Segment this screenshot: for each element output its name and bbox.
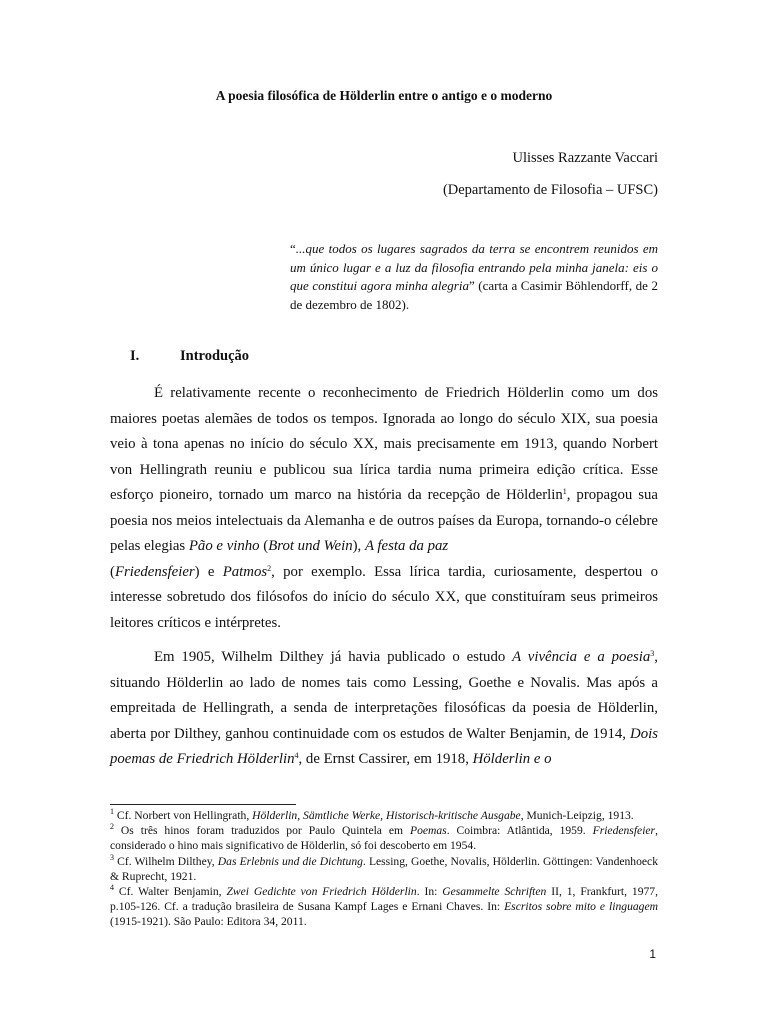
- epigraph-source: (carta a Casimir Böhlendorff, de 2 de dezembro de 1802).: [290, 278, 658, 312]
- author-affiliation: (Departamento de Filosofia – UFSC): [442, 182, 658, 198]
- text-run: (1915-1921). São Paulo: Editora 34, 2011.: [110, 915, 307, 929]
- text-run: Em 1905, Wilhelm Dilthey já havia publicado o estudo: [154, 649, 513, 665]
- section-number: I.: [130, 348, 140, 364]
- epigraph-open-quote: “: [290, 241, 296, 256]
- italic-title: Zwei Gedichte von Friedrich Hölderlin: [226, 885, 417, 899]
- italic-title: Patmos: [222, 563, 268, 580]
- italic-title: Escritos sobre mito e linguagem: [504, 900, 658, 914]
- text-run: Os três hinos foram traduzidos por Paulo Quintela em: [114, 824, 410, 838]
- text-run: II, 1, Frankfurt, 1977, p.105-126. Cf. a tradução brasileira de Susana Kampf Lages e Ernani Chaves. In:: [110, 885, 658, 914]
- text-run: ) e: [194, 563, 223, 580]
- italic-title: Hölderlin e o: [472, 751, 552, 767]
- footnote-number: 2: [110, 822, 114, 832]
- footnote-1: [110, 808, 658, 823]
- italic-title: Das Erlebnis und die Dichtung: [217, 854, 363, 868]
- epigraph: [290, 240, 658, 314]
- italic-title: Pão e vinho: [188, 538, 260, 554]
- text-run: , considerado o hino mais significativo de Hölderlin, só foi descoberto em 1954.: [110, 824, 658, 853]
- italic-title: Friedensfeier: [114, 563, 195, 580]
- text-run: Cf. Wilhelm Dilthey,: [114, 854, 218, 868]
- italic-title: A festa da paz: [364, 538, 449, 554]
- footnote-4: [110, 884, 658, 930]
- text-run: (: [110, 563, 115, 580]
- text-run: , por exemplo. Essa lírica tardia, curiosamente, despertou o interesse sobretudo dos filósofos do início do século XX, que constituíram seus primeiros leitores críticos e intérpretes.: [110, 563, 658, 631]
- italic-title: Friedensfeier: [592, 824, 656, 838]
- text-run: , situando Hölderlin ao lado de nomes tais como Lessing, Goethe e Novalis. Mas após a empreitada de Hellingrath, a senda de interpretações filosóficas da poesia de Hölderlin, aberta por Dilthey, ganhou continuidade com os estudos de Walter Benjamin, de 1914,: [110, 649, 658, 742]
- italic-title: Dois poemas de Friedrich Hölderlin: [110, 725, 658, 767]
- text-run: (: [259, 538, 269, 554]
- paper-title: A poesia filosófica de Hölderlin entre o antigo e o moderno: [215, 88, 553, 103]
- paragraph-2: [110, 645, 658, 773]
- epigraph-quote: ...que todos os lugares sagrados da terra se encontrem reunidos em um único lugar e a luz da filosofia entrando pela minha janela: eis o que constitui agora minha alegria: [290, 241, 658, 293]
- author-name: Ulisses Razzante Vaccari: [512, 150, 658, 166]
- footnote-ref-2[interactable]: 2: [267, 563, 272, 573]
- section-heading: [130, 348, 249, 365]
- footnotes: [110, 808, 658, 930]
- text-run: ),: [352, 538, 365, 554]
- text-run: . Coimbra: Atlântida, 1959.: [446, 824, 593, 838]
- italic-title: Brot und Wein: [268, 538, 353, 554]
- footnote-3: [110, 854, 658, 884]
- footnote-2: [110, 823, 658, 853]
- footnote-ref-1[interactable]: 1: [562, 487, 567, 496]
- section-title: Introdução: [180, 348, 250, 364]
- text-run: Cf. Norbert von Hellingrath,: [114, 809, 253, 822]
- page-number: 1: [649, 947, 656, 961]
- text-run: . In:: [416, 885, 443, 899]
- footnote-ref-3[interactable]: 3: [650, 649, 655, 658]
- paragraph-1: [110, 381, 658, 636]
- italic-title: Poemas: [409, 824, 447, 838]
- text-run: Cf. Walter Benjamin,: [114, 885, 227, 899]
- italic-title: A vivência e a poesia: [512, 649, 651, 665]
- footnote-ref-4[interactable]: 4: [294, 751, 299, 760]
- italic-title: Hölderlin, Sämtliche Werke, Historisch-kritische Ausgabe: [252, 809, 521, 822]
- text-run: , propagou sua poesia nos meios intelectuais da Alemanha e de outros países da Europa, tornando-o célebre pelas elegias: [110, 487, 658, 554]
- text-run: . Lessing, Goethe, Novalis, Hölderlin. Göttingen: Vandenhoeck & Ruprecht, 1921.: [110, 854, 658, 883]
- italic-title: Gesammelte Schriften: [442, 885, 547, 899]
- footnote-number: 3: [110, 852, 114, 862]
- footnote-separator: [110, 804, 296, 805]
- text-run: , Munich-Leipzig, 1913.: [520, 809, 634, 822]
- text-run: É relativamente recente o reconhecimento de Friedrich Hölderlin como um dos maiores poetas alemães de todos os tempos. Ignorada ao longo do século XIX, sua poesia veio à tona apenas no início do século XX, mais precisamente em 1913, quando Norbert von Hellingrath reuniu e publicou sua lírica tardia numa primeira edição crítica. Esse esforço pioneiro, tornado um marco na história da recepção de Hölderlin: [110, 385, 658, 503]
- footnote-number: 4: [110, 883, 114, 893]
- text-run: , de Ernst Cassirer, em 1918,: [298, 751, 473, 767]
- epigraph-close-quote: ”: [468, 278, 475, 293]
- footnote-number: 1: [110, 807, 114, 816]
